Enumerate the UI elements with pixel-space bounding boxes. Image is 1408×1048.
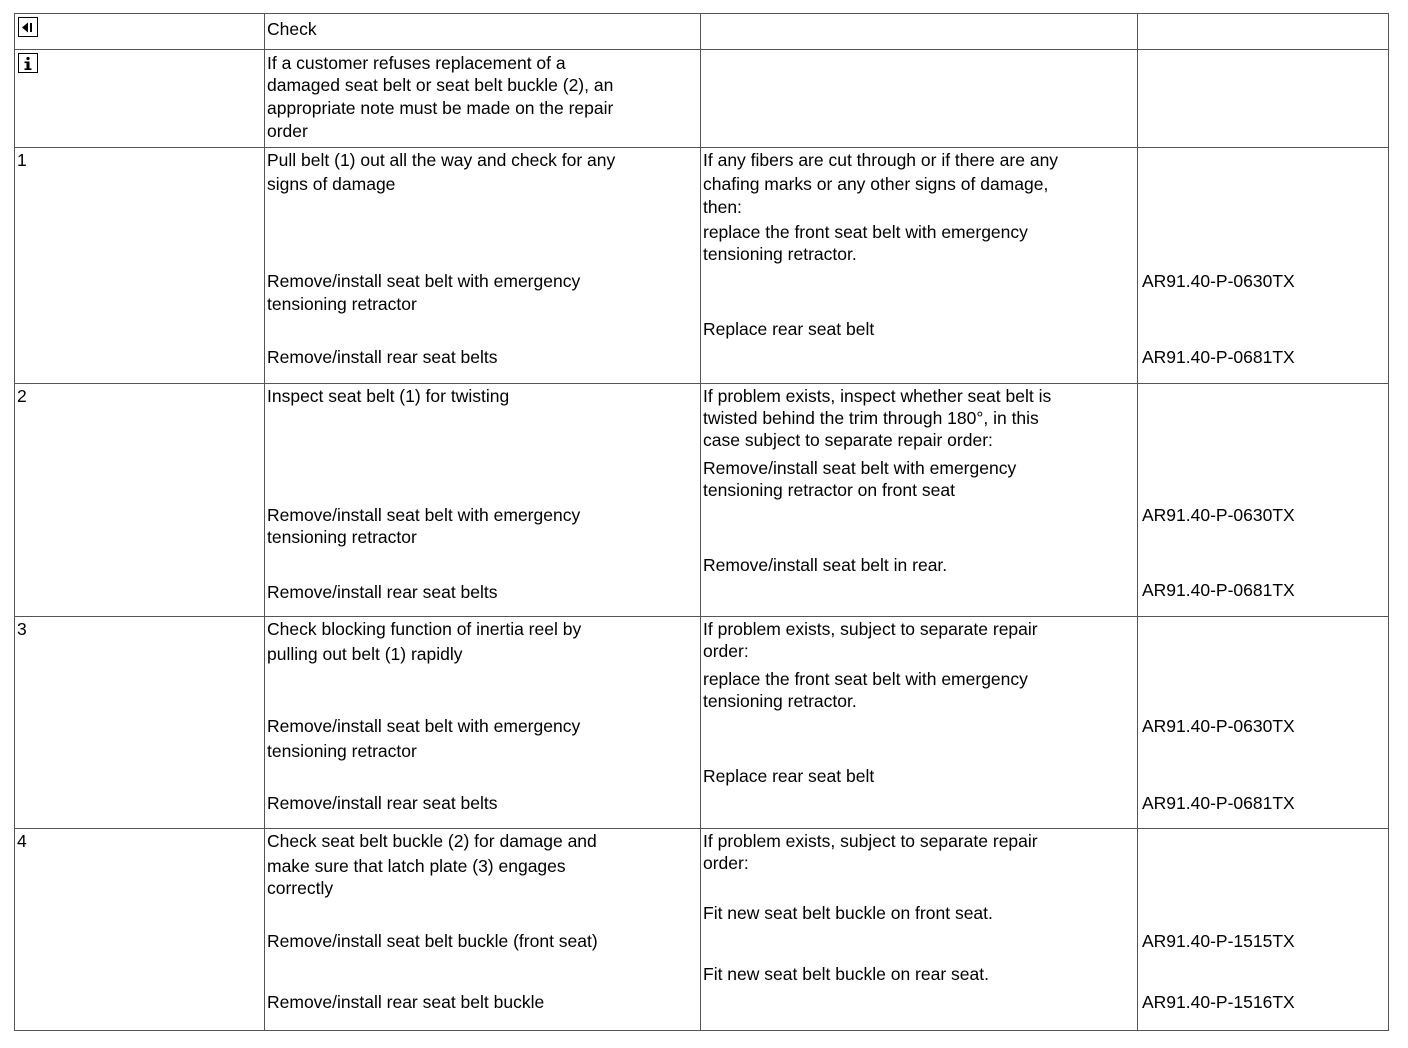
- step-action-line: Check blocking function of inertia reel by: [267, 619, 582, 639]
- sub-task-label: Remove/install rear seat belts: [267, 793, 498, 813]
- speaker-icon: [18, 17, 38, 37]
- step-number: 2: [17, 386, 27, 406]
- condition-line: If problem exists, subject to separate repair: [703, 619, 1038, 639]
- condition-line: tensioning retractor.: [703, 244, 857, 264]
- info-text-line: damaged seat belt or seat belt buckle (2), an: [267, 75, 614, 95]
- step-action-line: signs of damage: [267, 174, 396, 194]
- condition-line: If any fibers are cut through or if there are any: [703, 150, 1059, 170]
- step-action-line: pulling out belt (1) rapidly: [267, 644, 463, 664]
- step-action-line: correctly: [267, 878, 334, 898]
- step-number: 1: [17, 150, 27, 170]
- sub-task-label: tensioning retractor: [267, 741, 417, 761]
- note-line: Fit new seat belt buckle on rear seat.: [703, 964, 989, 984]
- reference-link[interactable]: AR91.40-P-0681TX: [1142, 347, 1295, 367]
- condition-line: If problem exists, subject to separate repair: [703, 831, 1038, 851]
- step-action-line: make sure that latch plate (3) engages: [267, 856, 566, 876]
- condition-line: If problem exists, inspect whether seat belt is: [703, 386, 1052, 406]
- info-icon: [18, 53, 38, 73]
- step-number: 3: [17, 619, 27, 639]
- condition-line: order:: [703, 641, 749, 661]
- check-heading: Check: [267, 19, 317, 39]
- note-line: Remove/install seat belt in rear.: [703, 555, 948, 575]
- sub-task-label: tensioning retractor: [267, 294, 417, 314]
- condition-line: replace the front seat belt with emergency: [703, 222, 1028, 242]
- procedure-table: [14, 13, 1389, 1031]
- info-text-line: appropriate note must be made on the repair: [267, 98, 614, 118]
- sub-task-label: Remove/install rear seat belt buckle: [267, 992, 545, 1012]
- step-action-line: Inspect seat belt (1) for twisting: [267, 386, 510, 406]
- step-number: 4: [17, 831, 27, 851]
- condition-line: chafing marks or any other signs of damage,: [703, 174, 1049, 194]
- reference-link[interactable]: AR91.40-P-0630TX: [1142, 271, 1295, 291]
- condition-line: then:: [703, 197, 742, 217]
- sub-task-label: Remove/install seat belt with emergency: [267, 716, 581, 736]
- sub-task-label: Remove/install rear seat belts: [267, 347, 498, 367]
- sub-task-label: Remove/install seat belt with emergency: [267, 271, 581, 291]
- step-row: [15, 617, 1389, 829]
- condition-line: case subject to separate repair order:: [703, 430, 993, 450]
- note-line: Replace rear seat belt: [703, 766, 875, 786]
- condition-line: tensioning retractor.: [703, 691, 857, 711]
- step-action-line: Check seat belt buckle (2) for damage and: [267, 831, 597, 851]
- step-row: [15, 148, 1389, 384]
- header-row: [15, 14, 1389, 50]
- sub-task-label: tensioning retractor: [267, 527, 417, 547]
- reference-link[interactable]: AR91.40-P-0681TX: [1142, 793, 1295, 813]
- condition-line: order:: [703, 853, 749, 873]
- condition-line: replace the front seat belt with emergency: [703, 669, 1028, 689]
- condition-line: twisted behind the trim through 180°, in this: [703, 408, 1039, 428]
- reference-link[interactable]: AR91.40-P-0630TX: [1142, 505, 1295, 525]
- reference-link[interactable]: AR91.40-P-1515TX: [1142, 931, 1295, 951]
- note-line: Replace rear seat belt: [703, 319, 875, 339]
- condition-line: Remove/install seat belt with emergency: [703, 458, 1017, 478]
- reference-link[interactable]: AR91.40-P-0681TX: [1142, 580, 1295, 600]
- condition-line: Fit new seat belt buckle on front seat.: [703, 903, 993, 923]
- sub-task-label: Remove/install seat belt buckle (front seat): [267, 931, 598, 951]
- sub-task-label: Remove/install rear seat belts: [267, 582, 498, 602]
- step-row: [15, 384, 1389, 617]
- condition-line: tensioning retractor on front seat: [703, 480, 955, 500]
- sub-task-label: Remove/install seat belt with emergency: [267, 505, 581, 525]
- step-row: [15, 829, 1389, 1031]
- info-text-line: If a customer refuses replacement of a: [267, 53, 566, 73]
- info-text-line: order: [267, 121, 308, 141]
- reference-link[interactable]: AR91.40-P-1516TX: [1142, 992, 1295, 1012]
- reference-link[interactable]: AR91.40-P-0630TX: [1142, 716, 1295, 736]
- step-action-line: Pull belt (1) out all the way and check for any: [267, 150, 616, 170]
- info-row: [15, 50, 1389, 148]
